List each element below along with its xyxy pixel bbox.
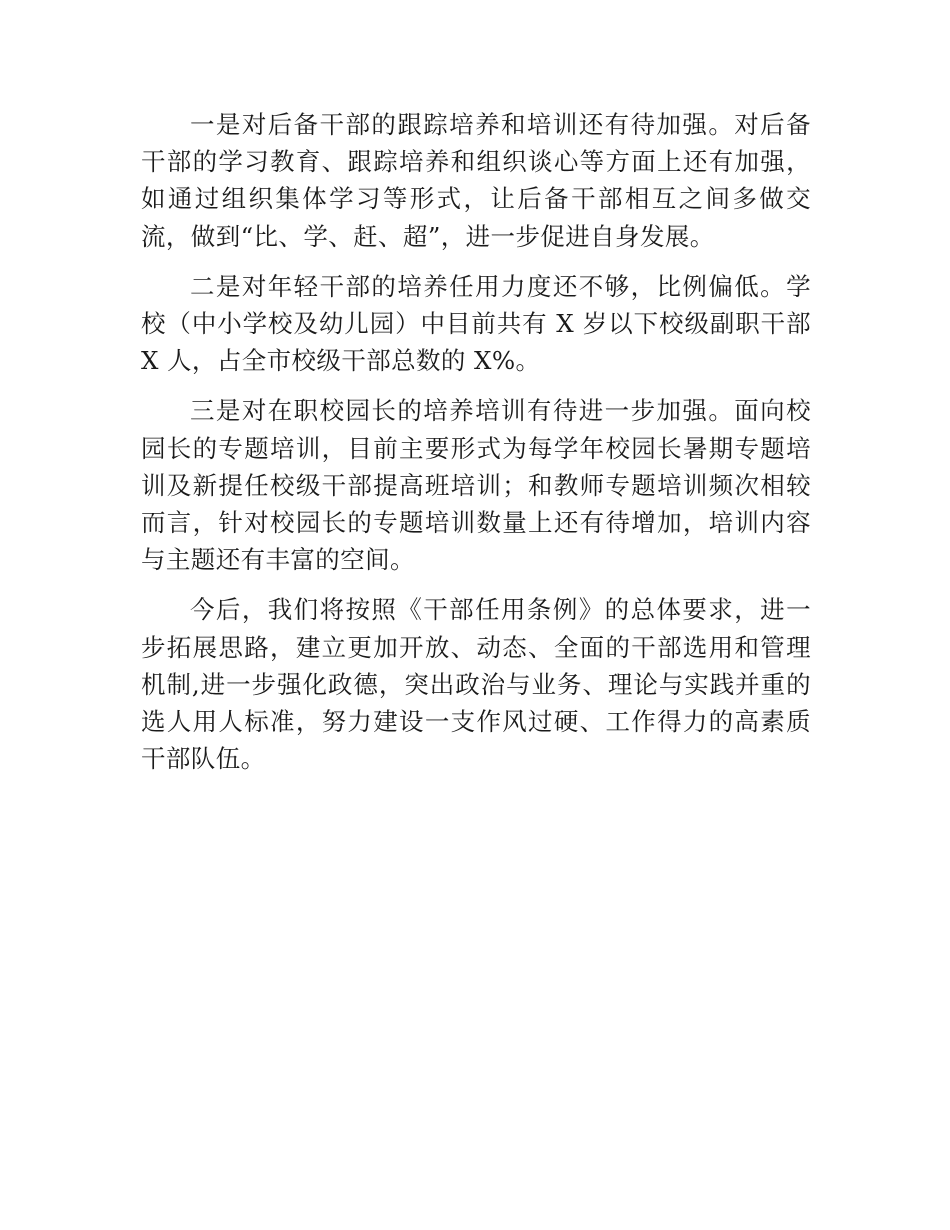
document-body [141,106,811,790]
paragraph-young-cadres: 二是对年轻干部的培养任用力度还不够，比例偏低。学校（中小学校及幼儿园）中目前共有 X 岁以下校级副职干部 X 人，占全市校级干部总数的 X%。 [141,271,811,376]
paragraph-future-plans: 今后，我们将按照《干部任用条例》的总体要求，进一步拓展思路，建立更加开放、动态、全面的干部选用和管理机制,进一步强化政德，突出政治与业务、理论与实践并重的选人用人标准，努力建设一支作风过硬、工作得力的高素质干部队伍。 [141,595,811,774]
paragraph-principal-training: 三是对在职校园长的培养培训有待进一步加强。面向校园长的专题培训，目前主要形式为每学年校园长暑期专题培训及新提任校级干部提高班培训；和教师专题培训频次相较而言，针对校园长的专题培训数量上还有待增加，培训内容与主题还有丰富的空间。 [141,396,811,575]
paragraph-cadre-training: 一是对后备干部的跟踪培养和培训还有待加强。对后备干部的学习教育、跟踪培养和组织谈心等方面上还有加强，如通过组织集体学习等形式，让后备干部相互之间多做交流，做到“比、学、赶、超”，进一步促进自身发展。 [141,110,811,251]
